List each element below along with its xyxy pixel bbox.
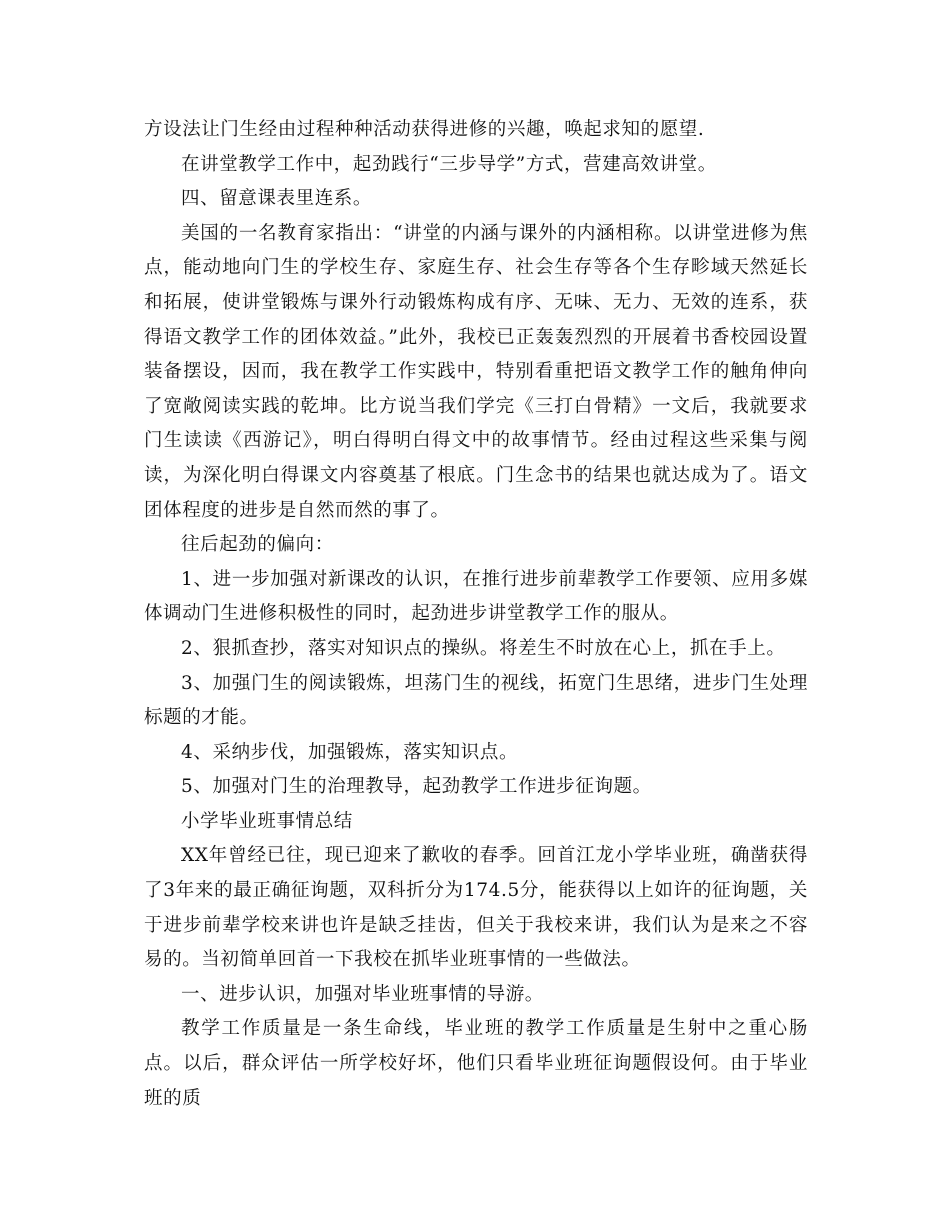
list-item: 4、采纳步伐，加强锻炼，落实知识点。 <box>181 741 519 763</box>
paragraph: 教学工作质量是一条生命线，毕业班的教学工作质量是生射中之重心肠点。以后，群众评估一所学校好坏，他们只看毕业班征询题假设何。由于毕业班的质 <box>144 1018 808 1109</box>
section-heading: 一、进步认识，加强对毕业班事情的导游。 <box>181 983 544 1005</box>
list-item: 5、加强对门生的治理教导，起劲教学工作进步征询题。 <box>181 776 652 798</box>
list-item: 1、进一步加强对新课改的认识，在推行进步前辈教学工作要领、应用多媒体调动门生进修积极性的同时，起劲进步讲堂教学工作的服从。 <box>144 568 808 625</box>
section-heading: 四、留意课表里连系。 <box>181 188 373 210</box>
document-body <box>144 113 808 1116</box>
paragraph: 在讲堂教学工作中，起劲践行“三步导学”方式，营建高效讲堂。 <box>181 153 717 175</box>
list-item: 3、加强门生的阅读锻炼，坦荡门生的视线，拓宽门生思绪，进步门生处理标题的才能。 <box>144 672 808 729</box>
section-heading: 往后起劲的偏向： <box>181 534 334 556</box>
section-title: 小学毕业班事情总结 <box>181 810 353 832</box>
paragraph: 美国的一名教育家指出：“讲堂的内涵与课外的内涵相称。以讲堂进修为焦点，能动地向门生的学校生存、家庭生存、社会生存等各个生存畛域天然延长和拓展，使讲堂锻炼与课外行动锻炼构成有序、无味、无力、无效的连系，获得语文教学工作的团体效益。”此外，我校已正轰轰烈烈的开展着书香校园设置装备摆设，因而，我在教学工作实践中，特别看重把语文教学工作的触角伸向了宽敞阅读实践的乾坤。比方说当我们学完《三打白骨精》一文后，我就要求门生读读《西游记》，明白得明白得文中的故事情节。经由过程这些采集与阅读，为深化明白得课文内容奠基了根底。门生念书的结果也就达成为了。语文团体程度的进步是自然而然的事了。 <box>144 222 808 521</box>
list-item: 2、狠抓查抄，落实对知识点的操纵。将差生不时放在心上，抓在手上。 <box>181 637 786 659</box>
paragraph: XX年曾经已往，现已迎来了歉收的春季。回首江龙小学毕业班，确凿获得了3年来的最正确征询题，双科折分为174.5分，能获得以上如许的征询题，关于进步前辈学校来讲也许是缺乏挂齿，但关于我校来讲，我们认为是来之不容易的。当初简单回首一下我校在抓毕业班事情的一些做法。 <box>144 845 808 971</box>
paragraph: 方设法让门生经由过程种种活动获得进修的兴趣，唤起求知的愿望. <box>144 119 705 140</box>
